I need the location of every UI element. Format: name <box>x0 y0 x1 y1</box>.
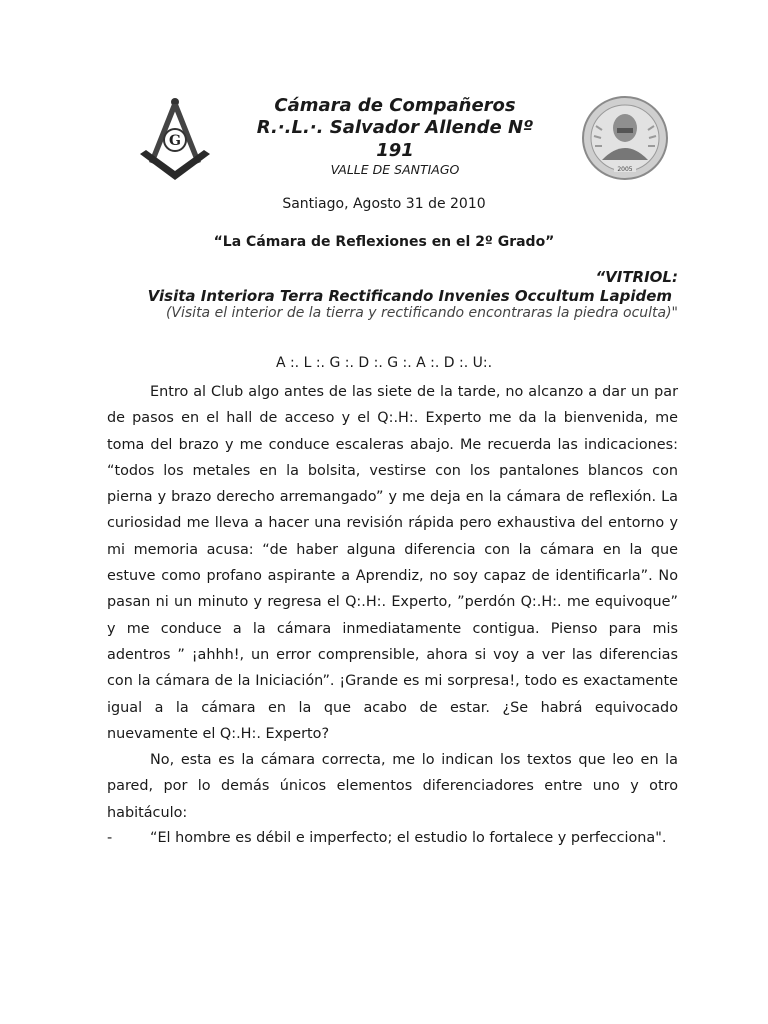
document-date: Santiago, Agosto 31 de 2010 <box>282 196 486 212</box>
svg-text:2005: 2005 <box>617 166 633 173</box>
list-bullet: - <box>107 830 113 846</box>
paragraph: Entro al Club algo antes de las siete de la tarde, no alcanzo a dar un par de pasos en el hall de acceso y el Q:.H:. Experto me da la bienvenida, me toma del brazo y me conduce escaleras abajo. Me recuerda las indicaciones: “todos los metales en la bolsita, vestirse con los pantalones blancos con pierna y brazo derecho arremangado” y me deja en la cámara de reflexión. La curiosidad me lleva a hacer una revisión rápida pero exhaustiva del entorno y mi memoria acusa: “de haber alguna diferencia con la cámara en la que estuve como profano aspirante a Aprendiz, no soy capaz de identificarla”. No pasan ni un minuto y regresa el Q:.H:. Experto, ”perdón Q:.H:. me equivoque” y me conduce a la cámara inmediatamente contigua. Pienso para mis adentros ” ¡ahhh!, un error comprensible, ahora si voy a ver las diferencias con la cámara de la Iniciación”. ¡Grande es mi sorpresa!, todo es exactamente igual a la cámara en la que acabo de estar. ¿Se habrá equivocado nuevamente el Q:.H:. Experto? <box>107 384 678 742</box>
dedication-line: A :. L :. G :. D :. G :. A :. D :. U:. <box>275 355 493 371</box>
motto-translation: (Visita el interior de la tierra y rectificando encontraras la piedra oculta)" <box>165 305 678 321</box>
body-text <box>107 379 678 826</box>
motto-title: “VITRIOL: <box>595 268 678 286</box>
list-item <box>107 829 678 847</box>
paragraph: No, esta es la cámara correcta, me lo indican los textos que leo en la pared, por lo demás únicos elementos diferenciadores entre uno y otro habitáculo: <box>107 752 678 821</box>
lodge-title-line3: 191 <box>376 140 414 161</box>
list-item-text: “El hombre es débil e imperfecto; el estudio lo fortalece y perfecciona". <box>150 830 667 846</box>
motto-latin: Visita Interiora Terra Rectificando Invenies Occultum Lapidem <box>147 287 672 305</box>
svg-text:G: G <box>169 133 181 149</box>
document-subject: “La Cámara de Reflexiones en el 2º Grado” <box>213 234 555 250</box>
square-and-compass-icon <box>134 94 216 180</box>
valle-subtitle: VALLE DE SANTIAGO <box>330 162 460 177</box>
lodge-title-line1: Cámara de Compañeros <box>274 95 516 116</box>
medallion-portrait-icon <box>582 96 668 180</box>
lodge-title-line2: R.·.L.·. Salvador Allende Nº <box>256 117 534 138</box>
